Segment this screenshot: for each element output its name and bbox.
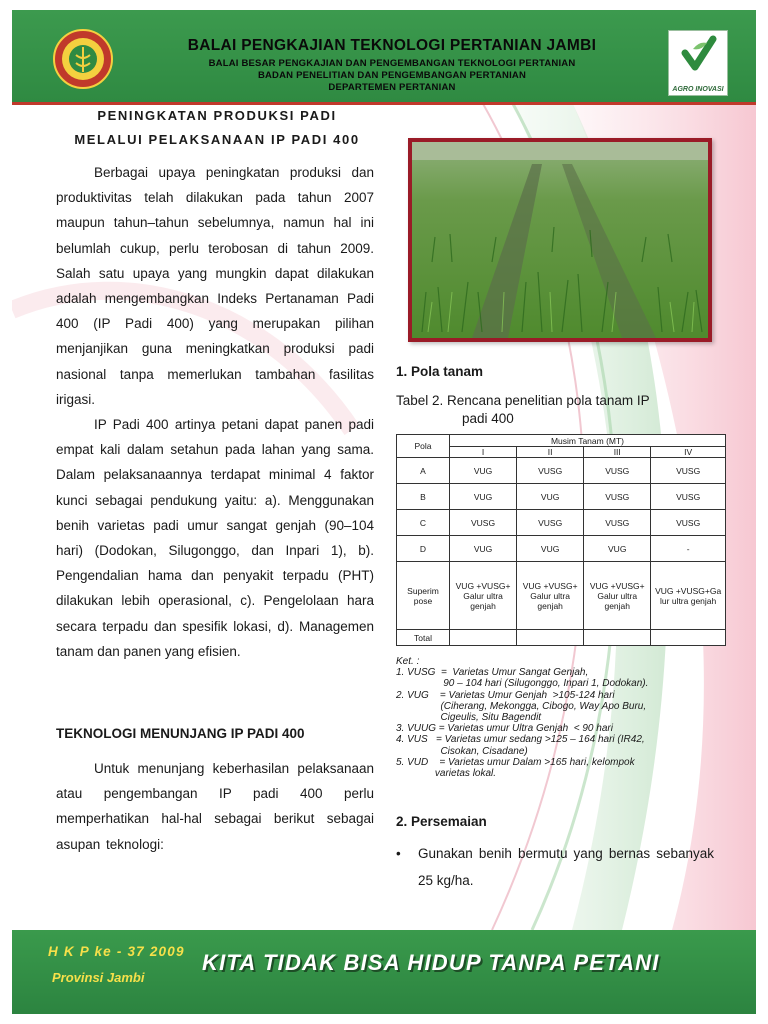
footer-hkp: H K P ke - 37 2009 bbox=[48, 944, 185, 959]
table-cell-pola: D bbox=[397, 536, 450, 562]
table-cell: VUSG bbox=[517, 458, 584, 484]
table-header-mt: IV bbox=[651, 447, 726, 458]
footer-slogan: KITA TIDAK BISA HIDUP TANPA PETANI bbox=[202, 950, 660, 975]
bullet-dot-icon: • bbox=[396, 846, 401, 861]
section-body bbox=[56, 756, 374, 857]
paragraph-3: Untuk menunjang keberhasilan pelaksanaan atau pengembangan IP padi 400 perlu memperhatikan hal-hal sebagai berikut sebagai asupan teknologi: bbox=[56, 761, 374, 852]
table-cell: VUSG bbox=[651, 458, 726, 484]
table-cell bbox=[517, 630, 584, 646]
table-cell-pola: Total bbox=[397, 630, 450, 646]
paragraph-2: IP Padi 400 artinya petani dapat panen padi empat kali dalam setahun pada lahan yang sama. Dalam pelaksanaannya terdapat minimal 4 faktor kunci sebagai pendukung yaitu: a). Menggunakan benih varietas padi umur sangat genjah (90–104 hari) (Dodokan, Silugonggo, dan Inpari 1), b). Pengendalian hama dan penyakit terpadu (PHT) dilakukan lebih operasional, c). Pengelolaan hara secara terpadu dan spesifik lokasi, d). Managemen tanam dan panen yang efisien. bbox=[56, 417, 374, 659]
doc-title-line-1: PENINGKATAN PRODUKSI PADI bbox=[97, 108, 337, 123]
bullet-text: Gunakan benih bermutu yang bernas sebanyak 25 kg/ha. bbox=[418, 846, 714, 888]
table-cell: VUSG bbox=[651, 484, 726, 510]
bullet-item bbox=[396, 840, 714, 894]
note-line: Cisokan, Cisadane) bbox=[396, 745, 528, 757]
table-cell: VUG +VUSG+ Galur ultra genjah bbox=[584, 562, 651, 630]
pola-tanam-table bbox=[396, 434, 726, 646]
table-cell-pola: B bbox=[397, 484, 450, 510]
note-line: Ket. : bbox=[396, 656, 420, 667]
table-cell-pola: A bbox=[397, 458, 450, 484]
header-title: BALAI PENGKAJIAN TEKNOLOGI PERTANIAN JAMBI bbox=[187, 37, 597, 54]
rice-field-image bbox=[412, 142, 708, 338]
header-subtitle-3: DEPARTEMEN PERTANIAN bbox=[328, 82, 456, 93]
table-cell: VUSG bbox=[450, 510, 517, 536]
section-heading-teknologi: TEKNOLOGI MENUNJANG IP PADI 400 bbox=[56, 726, 305, 741]
table-cell: VUSG bbox=[584, 510, 651, 536]
table-caption bbox=[396, 392, 726, 428]
table-cell bbox=[651, 630, 726, 646]
table-cell: VUG bbox=[584, 536, 651, 562]
table-header-mt: I bbox=[450, 447, 517, 458]
table-cell-pola: C bbox=[397, 510, 450, 536]
doc-title-line-2: MELALUI PELAKSANAAN IP PADI 400 bbox=[74, 132, 360, 147]
table-cell: VUSG bbox=[584, 458, 651, 484]
note-line: 4. VUS = Varietas umur sedang >125 – 164 hari (IR42, bbox=[396, 734, 645, 746]
table-cell bbox=[584, 630, 651, 646]
header-subtitle-2: BADAN PENELITIAN DAN PENGEMBANGAN PERTANIAN bbox=[257, 70, 527, 81]
table-header-mt: II bbox=[517, 447, 584, 458]
table-header-pola: Pola bbox=[397, 435, 450, 458]
table-cell: VUG bbox=[517, 484, 584, 510]
rice-field-photo bbox=[408, 138, 712, 342]
table-cell: VUSG bbox=[584, 484, 651, 510]
table-cell: VUSG bbox=[651, 510, 726, 536]
table-cell: VUSG bbox=[517, 510, 584, 536]
table-cell: VUG bbox=[517, 536, 584, 562]
table-row bbox=[397, 484, 726, 510]
table-cell-pola: Superim pose bbox=[397, 562, 450, 630]
table-row bbox=[397, 458, 726, 484]
footer-provinsi: Provinsi Jambi bbox=[52, 970, 145, 985]
table-caption-line-1: Tabel 2. Rencana penelitian pola tanam IP bbox=[396, 393, 650, 408]
table-cell: VUG +VUSG+ Galur ultra genjah bbox=[517, 562, 584, 630]
table-header-musim: Musim Tanam (MT) bbox=[450, 435, 726, 447]
table-cell: - bbox=[651, 536, 726, 562]
note-line: 5. VUD = Varietas umur Dalam >165 hari, kelompok bbox=[396, 756, 635, 768]
table-cell: VUG +VUSG+ Galur ultra genjah bbox=[450, 562, 517, 630]
note-line: varietas lokal. bbox=[396, 768, 497, 780]
heading-persemaian: 2. Persemaian bbox=[396, 814, 487, 829]
header-banner bbox=[12, 10, 756, 105]
agro-inovasi-leaf-icon bbox=[679, 35, 717, 75]
note-line: Cigeulis, Situ Bagendit bbox=[396, 712, 542, 724]
table-caption-line-2: padi 400 bbox=[462, 411, 514, 426]
note-line: 1. VUSG = Varietas Umur Sangat Genjah, bbox=[396, 667, 589, 679]
table-row bbox=[397, 630, 726, 646]
table-cell: VUG bbox=[450, 458, 517, 484]
table-header-mt: III bbox=[584, 447, 651, 458]
agro-inovasi-logo bbox=[668, 30, 728, 96]
note-line: 2. VUG = Varietas Umur Genjah >105-124 hari bbox=[396, 689, 615, 701]
table-row bbox=[397, 536, 726, 562]
heading-pola-tanam: 1. Pola tanam bbox=[396, 364, 484, 379]
table-row bbox=[397, 510, 726, 536]
table-cell bbox=[450, 630, 517, 646]
paragraph-1: Berbagai upaya peningkatan produksi dan produktivitas telah dilakukan pada tahun 2007 maupun tahun–tahun sebelumnya, namun hal ini belumlah cukup, perlu terobosan di tahun 2009. Salah satu upaya yang mungkin dapat dilakukan adalah mengembangkan Indeks Pertanaman Padi 400 (IP Padi 400) yang merupakan pilihan menjanjikan guna meningkatkan produksi padi nasional tanpa memerlukan tambahan fasilitas irigasi. bbox=[56, 165, 374, 407]
ministry-emblem-icon bbox=[52, 28, 114, 90]
brochure-page bbox=[12, 10, 756, 1014]
note-line: (Ciherang, Mekongga, Cibogo, Way Apo Buru, bbox=[396, 700, 647, 712]
note-line: 90 – 104 hari (Silugonggo, Inpari 1, Dodokan). bbox=[396, 678, 649, 690]
note-line: 3. VUUG = Varietas umur Ultra Genjah < 90 hari bbox=[396, 723, 613, 735]
table-cell: VUG bbox=[450, 484, 517, 510]
table-notes bbox=[396, 656, 736, 779]
footer-banner bbox=[12, 930, 756, 1014]
table-cell: VUG +VUSG+Ga lur ultra genjah bbox=[651, 562, 726, 630]
table-cell: VUG bbox=[450, 536, 517, 562]
intro-paragraphs bbox=[56, 160, 374, 664]
agro-inovasi-caption: AGRO INOVASI bbox=[672, 86, 724, 93]
table-row bbox=[397, 562, 726, 630]
header-subtitle-1: BALAI BESAR PENGKAJIAN DAN PENGEMBANGAN TEKNOLOGI PERTANIAN bbox=[208, 58, 576, 69]
